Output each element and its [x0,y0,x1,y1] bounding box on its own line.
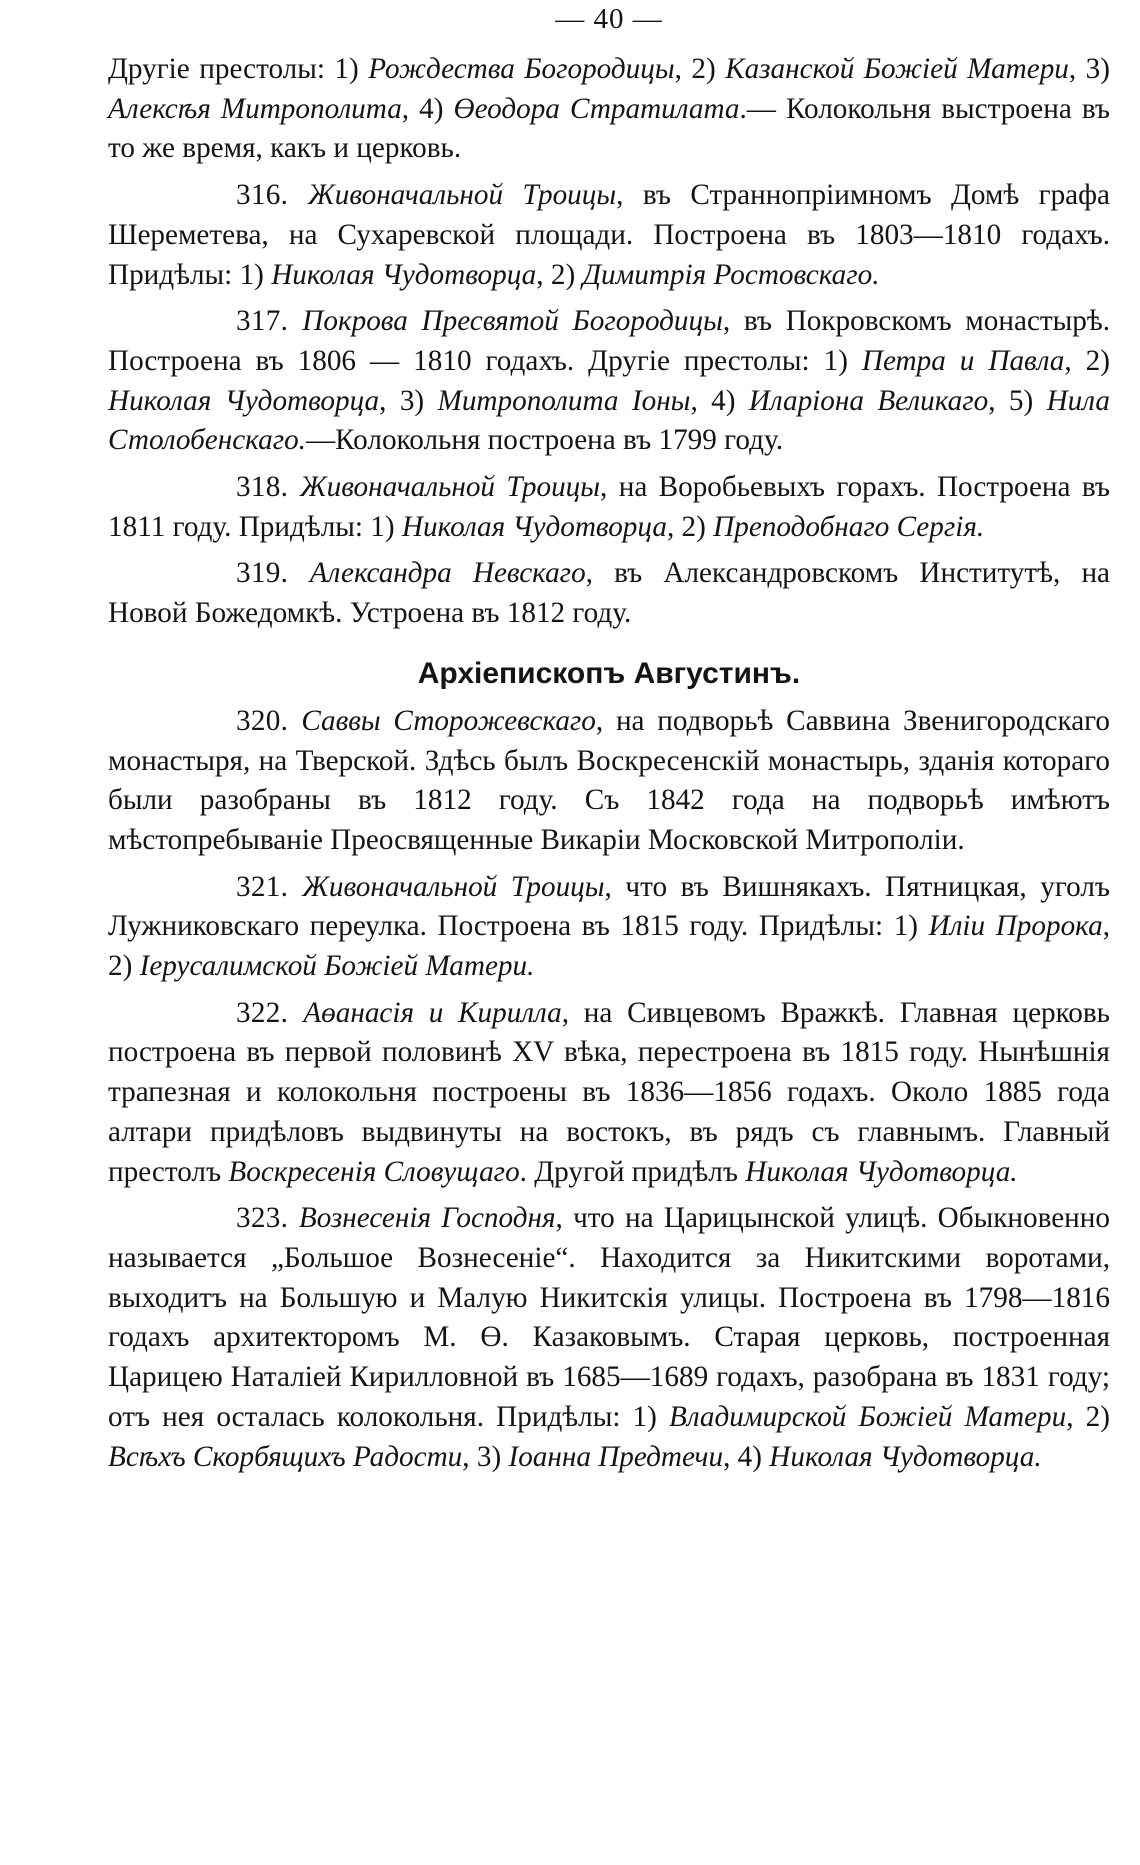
italic-text-run: Покрова Пресвятой Богородицы [302,305,723,338]
entry-paragraph [108,50,1110,169]
italic-text-run: Өеодора Стратилата [453,92,740,125]
text-run: .— Колокольня выстроена въ то же время, какъ и церковь. [108,92,1110,165]
text-run: , 2) [108,910,1110,983]
italic-text-run: Иліи Пророка [928,910,1103,943]
text-run: , на Сивцевомъ Вражкѣ. Главная церковь построена въ первой половинѣ XV вѣка, перестроена въ 1815 году. Нынѣшнія трапезная и колокольня построены въ 1836—1856 годахъ. Около 1885 года алтари придѣловъ выдвинуты на востокъ, въ рядъ съ главнымъ. Главный престолъ [108,996,1110,1188]
text-run: , 3) [379,384,438,417]
italic-text-run: Всѣхъ Скорбящихъ Радости [108,1440,463,1473]
entry-paragraph [108,994,1110,1193]
entry-paragraph [108,468,1110,547]
italic-text-run: Петра и Павла [861,344,1065,377]
italic-text-run: Живоначальной Троицы [299,471,601,504]
italic-text-run: Александра Невскаго [309,557,586,590]
entry-paragraph [108,176,1110,295]
italic-text-run: Вознесенія Господня [298,1202,556,1235]
italic-text-run: Митрополита Іоны [437,384,691,417]
italic-text-run: Рождества Богородицы [368,53,675,85]
italic-text-run: Казанской Божіей Матери [725,53,1069,85]
italic-text-run: Николая Чудотворца. [769,1440,1042,1473]
text-run: , что на Царицынской улицѣ. Обыкновенно называется „Большое Вознесеніе“. Находится за Никитскими воротами, выходитъ на Большую и Малую Никитскія улицы. Построена въ 1798—1816 годахъ архитекторомъ М. Ө. Казаковымъ. Старая церковь, построенная Царицею Наталіей Кирилловной въ 1685—1689 годахъ, разобрана въ 1831 году; отъ нея осталась колокольня. Придѣлы: 1) [108,1202,1110,1433]
text-run: —Колокольня построена въ 1799 году. [305,424,783,457]
italic-text-run: Димитрія Ростовскаго. [582,258,880,291]
text-run: , 2) [674,53,726,85]
text-run: , въ Покровскомъ монастырѣ. Построена въ 1806 — 1810 годахъ. Другіе престолы: 1) [108,305,1110,377]
entry-paragraph [108,302,1110,461]
entry-number: 316. [236,179,308,212]
entry-paragraph [108,554,1110,633]
italic-text-run: Николая Чудотворца [401,510,667,543]
text-run: , 3) [1068,53,1110,85]
italic-text-run: Николая Чудотворца. [745,1155,1018,1188]
page-number: — 40 — [555,3,663,35]
entry-paragraph [108,868,1110,987]
entry-number: 321. [236,870,303,903]
section-heading: Архіепископъ Августинъ. [417,656,801,690]
text-run: , 2) [1064,344,1110,377]
text-run: . Другой придѣлъ [519,1155,746,1188]
entries-block [108,50,1110,634]
italic-text-run: Иларіона Великаго [748,384,989,417]
italic-text-run: Іерусалимской Божіей Матери. [139,950,535,983]
entry-number: 322. [236,996,304,1029]
entry-number: 319. [236,557,310,590]
text-run: Другіе престолы: 1) [108,53,369,85]
entry-number: 320. [236,704,302,737]
italic-text-run: Нила Столобенскаго. [108,384,1110,457]
text-run: , 5) [988,384,1047,417]
entry-number: 317. [236,305,303,338]
italic-text-run: Николая Чудотворца [108,384,380,417]
text-run: , 4) [401,92,454,125]
entry-number: 318. [236,471,300,504]
italic-text-run: Владимирской Божіей Матери [669,1400,1067,1433]
italic-text-run: Іоанна Предтечи [508,1440,724,1473]
italic-text-run: Живоначальной Троицы [302,870,605,903]
italic-text-run: Аөанасія и Кирилла [303,996,562,1029]
text-run: , что въ Вишнякахъ. Пятницкая, уголъ Лужниковскаго переулка. Построена въ 1815 году. Придѣлы: 1) [108,870,1111,943]
italic-text-run: Саввы Сторожевскаго [301,704,596,737]
text-run: , въ Александровскомъ Институтѣ, на Новой Божедомкѣ. Устроена въ 1812 году. [108,557,1111,630]
text-run: , 2) [666,510,714,543]
text-run: , 3) [462,1440,509,1473]
text-run: , на Воробьевыхъ горахъ. Построена въ 1811 году. Придѣлы: 1) [108,471,1110,543]
text-run: , 4) [690,384,749,417]
section-entries-block [108,702,1110,1477]
entry-number: 323. [236,1202,299,1235]
italic-text-run: Николая Чудотворца [271,258,537,291]
italic-text-run: Алексѣя Митрополита [108,92,402,125]
text-run: , 4) [723,1440,770,1473]
entry-paragraph [108,702,1110,861]
italic-text-run: Живоначальной Троицы [307,179,617,212]
italic-text-run: Воскресенія Словущаго [228,1155,520,1188]
text-run: , въ Страннопріимномъ Домѣ графа Шереметева, на Сухаревской площади. Построена въ 1803—1810 годахъ. Придѣлы: 1) [108,179,1111,291]
text-run: , 2) [536,258,583,291]
italic-text-run: Преподобнаго Сергія. [713,510,985,543]
text-run: , 2) [1066,1400,1110,1433]
entry-paragraph [108,1199,1110,1477]
document-page [108,0,1110,1477]
text-run: , на подворьѣ Саввина Звенигородскаго монастыря, на Тверской. Здѣсь былъ Воскресенскій монастырь, зданія котораго были разобраны въ 1812 году. Съ 1842 года на подворьѣ имѣютъ мѣстопребываніе Преосвященные Викаріи Московской Митрополіи. [108,704,1111,856]
